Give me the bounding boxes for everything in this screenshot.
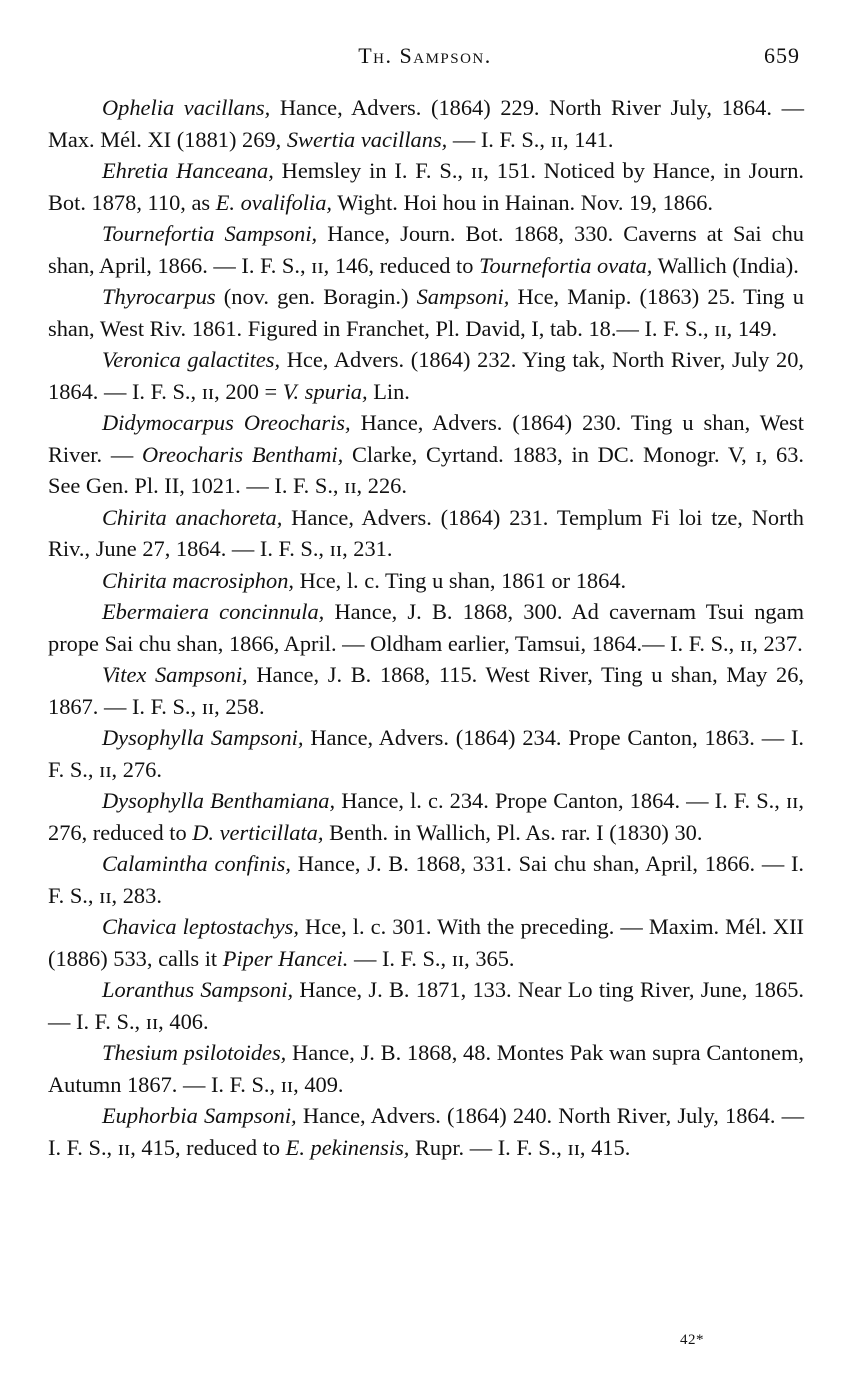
taxon-name: Chirita anachoreta,	[102, 504, 283, 530]
taxon-name: Oreocharis Benthami,	[141, 441, 344, 467]
taxon-name: E. ovalifolia,	[215, 189, 333, 215]
running-header	[0, 36, 850, 76]
taxon-name: Dysophylla Sampsoni,	[102, 725, 304, 750]
species-entry	[48, 722, 804, 785]
entry-text: Hance, Journ. Bot. 1868, 330. Caverns at Sai chu shan, April, 1866. — I. F. S., ɪɪ, 146, reduced to	[48, 221, 804, 278]
entry-text: Lin.	[367, 378, 410, 404]
taxon-name: Piper Hancei.	[222, 945, 349, 971]
page-number: 659	[764, 43, 800, 68]
taxon-name: Calamintha confinis,	[102, 851, 291, 876]
species-entry	[48, 155, 804, 218]
taxon-name: Dysophylla Benthamiana,	[102, 788, 336, 813]
running-title: Th. Sampson.	[358, 43, 492, 68]
entry-text: Benth. in Wallich, Pl. As. rar. I (1830) 30.	[323, 819, 703, 845]
entry-text: Hance, l. c. 234. Prope Canton, 1864. — I. F. S., ɪɪ, 276, reduced to	[48, 788, 804, 845]
entry-text: Hance, J. B. 1871, 133. Near Lo ting River, June, 1865. — I. F. S., ɪɪ, 406.	[48, 977, 804, 1034]
taxon-name: Ebermaiera concinnula,	[102, 599, 325, 624]
taxon-name: Tournefortia Sampsoni,	[102, 221, 318, 246]
taxon-name: Thesium psilotoides,	[102, 1040, 287, 1065]
taxon-name: Ehretia Hanceana,	[102, 158, 274, 183]
taxon-name: Vitex Sampsoni,	[102, 662, 248, 687]
species-entry	[48, 218, 804, 281]
entry-text: Hemsley in I. F. S., ɪɪ, 151. Noticed by Hance, in Journ. Bot. 1878, 110, as	[48, 158, 804, 215]
species-entry	[48, 659, 804, 722]
entry-text: Hance, J. B. 1868, 48. Montes Pak wan supra Cantonem, Autumn 1867. — I. F. S., ɪɪ, 409.	[48, 1040, 804, 1097]
body-text	[48, 92, 804, 1163]
entry-text: — I. F. S., ɪɪ, 365.	[348, 945, 515, 971]
species-entry	[48, 848, 804, 911]
taxon-name: Chavica leptostachys,	[102, 914, 299, 939]
taxon-name: Tournefortia ovata,	[479, 252, 653, 278]
species-entry	[48, 565, 804, 597]
taxon-name: D. verticillata,	[192, 819, 324, 845]
entry-text: Hance, J. B. 1868, 331. Sai chu shan, April, 1866. — I. F. S., ɪɪ, 283.	[48, 851, 804, 908]
entry-text: Hance, Advers. (1864) 240. North River, July, 1864. — I. F. S., ɪɪ, 415, reduced to	[48, 1103, 804, 1160]
species-entry	[48, 785, 804, 848]
taxon-name: E. pekinensis,	[285, 1134, 410, 1160]
taxon-name: Swertia vacillans,	[286, 126, 448, 152]
entry-text: Hance, Advers. (1864) 231. Templum Fi loi tze, North Riv., June 27, 1864. — I. F. S., ɪɪ, 231.	[48, 504, 804, 561]
entry-text: (nov. gen. Boragin.)	[215, 284, 417, 309]
entry-text: Rupr. — I. F. S., ɪɪ, 415.	[409, 1134, 631, 1160]
species-entry	[48, 1100, 804, 1163]
species-entry	[48, 281, 804, 344]
species-entry	[48, 92, 804, 155]
taxon-name: Sampsoni,	[416, 284, 510, 309]
species-entry	[48, 344, 804, 407]
entry-text: Hance, Advers. (1864) 229. North River July, 1864. — Max. Mél. XI (1881) 269,	[48, 95, 804, 152]
entry-text: Clarke, Cyrtand. 1883, in DC. Monogr. V, ɪ, 63. See Gen. Pl. II, 1021. — I. F. S., ɪɪ, 226.	[48, 441, 804, 498]
taxon-name: Chirita macrosiphon,	[102, 567, 294, 593]
entry-text: Hce, l. c. Ting u shan, 1861 or 1864.	[294, 567, 627, 593]
entry-text: Wallich (India).	[652, 252, 799, 278]
entry-text: Hce, Manip. (1863) 25. Ting u shan, West Riv. 1861. Figured in Franchet, Pl. David, I, tab. 18.— I. F. S., ɪɪ, 149.	[48, 284, 804, 341]
taxon-name: Veronica galactites,	[102, 347, 281, 372]
entry-text: Wight. Hoi hou in Hainan. Nov. 19, 1866.	[332, 189, 713, 215]
taxon-name: V. spuria,	[282, 378, 368, 404]
taxon-name: Loranthus Sampsoni,	[102, 977, 294, 1002]
taxon-name: Ophelia vacillans,	[102, 95, 271, 120]
entry-text: Hance, Advers. (1864) 234. Prope Canton, 1863. — I. F. S., ɪɪ, 276.	[48, 725, 804, 782]
entry-text: Hance, J. B. 1868, 115. West River, Ting u shan, May 26, 1867. — I. F. S., ɪɪ, 258.	[48, 662, 805, 719]
entry-text: Hce, l. c. 301. With the preceding. — Maxim. Mél. XII (1886) 533, calls it	[48, 914, 804, 971]
entry-text: Hance, Advers. (1864) 230. Ting u shan, West River. —	[48, 410, 804, 467]
taxon-name: Thyrocarpus	[102, 284, 216, 309]
entry-text: Hance, J. B. 1868, 300. Ad cavernam Tsui ngam prope Sai chu shan, 1866, April. — Oldham earlier, Tamsui, 1864.— I. F. S., ɪɪ, 237.	[48, 599, 804, 656]
signature-mark: 42*	[680, 1332, 704, 1348]
species-entry	[48, 1037, 804, 1100]
taxon-name: Euphorbia Sampsoni,	[102, 1103, 297, 1128]
species-entry	[48, 407, 804, 502]
species-entry	[48, 596, 804, 659]
taxon-name: Didymocarpus Oreocharis,	[102, 410, 351, 435]
species-entry	[48, 911, 804, 974]
entry-text: — I. F. S., ɪɪ, 141.	[447, 126, 614, 152]
entry-text: Hce, Advers. (1864) 232. Ying tak, North River, July 20, 1864. — I. F. S., ɪɪ, 200 =	[48, 347, 804, 404]
species-entry	[48, 974, 804, 1037]
species-entry	[48, 502, 804, 565]
